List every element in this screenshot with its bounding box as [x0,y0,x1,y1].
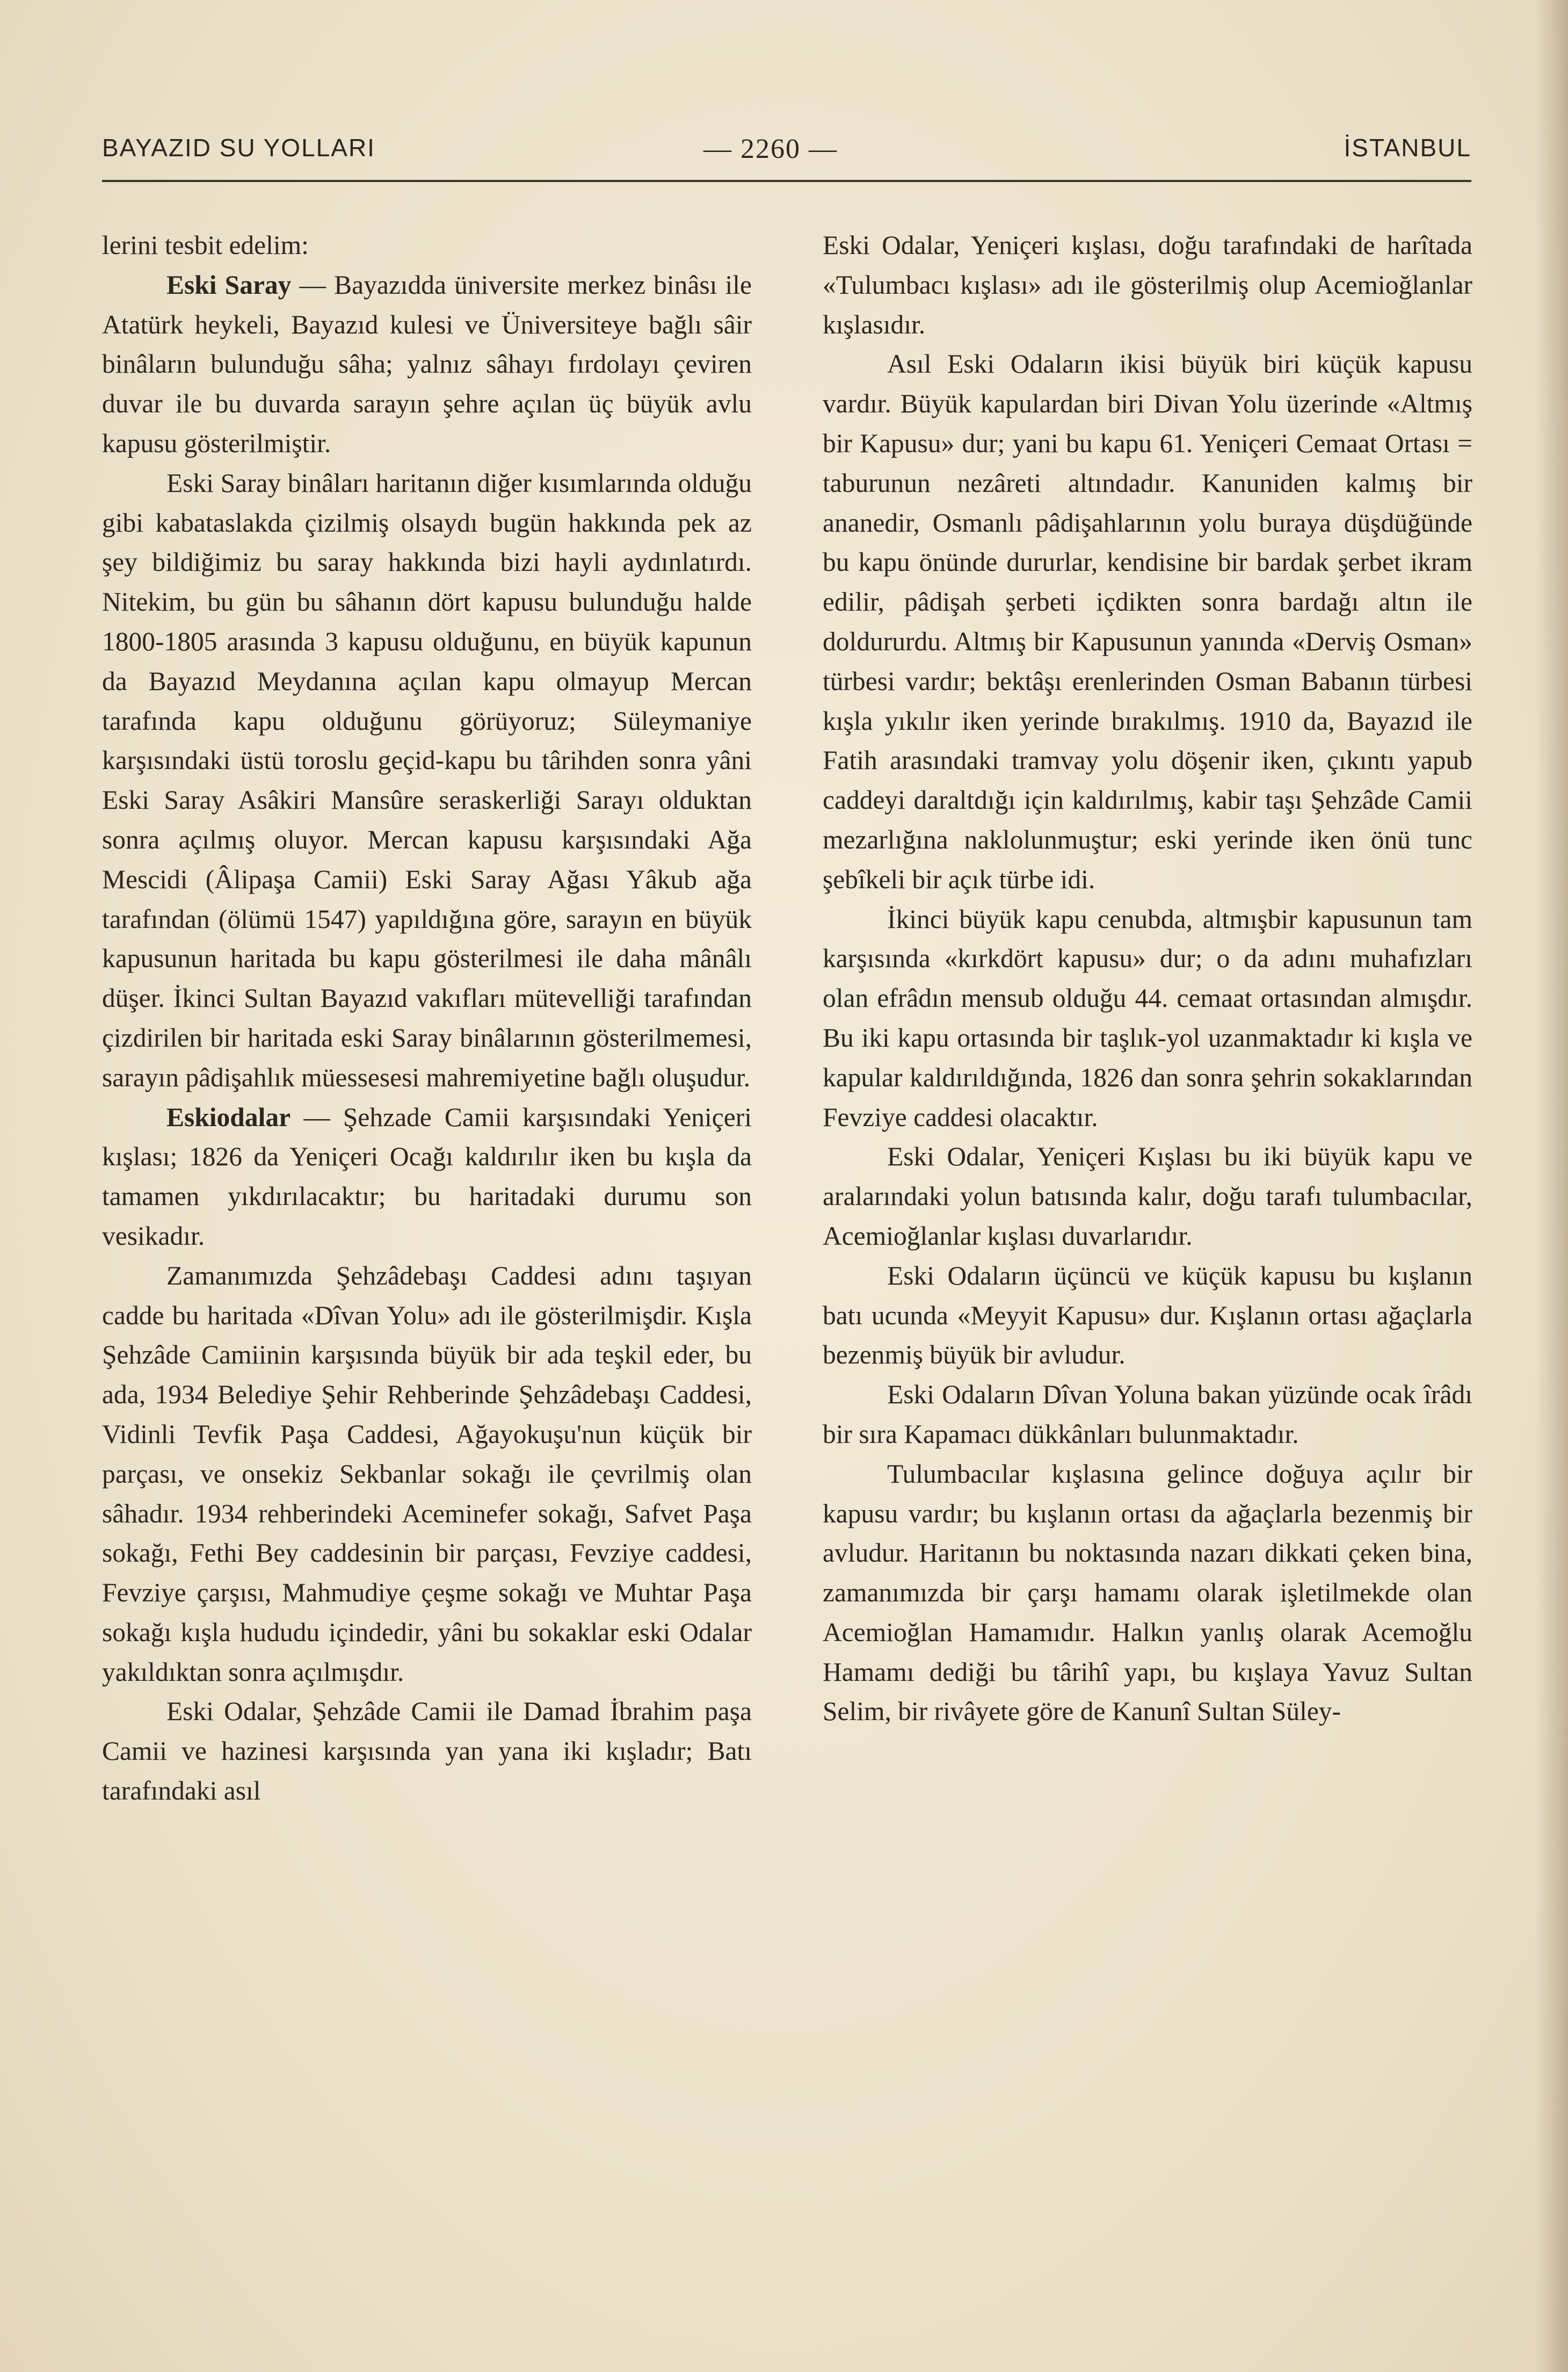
continuation-paragraph [102,226,752,265]
paragraph-text: Eski Odaların üçüncü ve küçük kapusu bu kışlanın batı ucunda «Meyyit Kapusu» dur. Kışlanın ortası ağaçlarla bezenmiş büyük bir avludur. [823,1260,1472,1370]
body-paragraph [823,344,1472,899]
header-rule [102,180,1471,182]
paragraph-text: Eski Odalar, Şehzâde Camii ile Damad İbrahim paşa Camii ve hazinesi karşısında yan yana iki kışladır; Batı tarafındaki asıl [102,1696,752,1806]
paragraph-text: Eski Odaların Dîvan Yoluna bakan yüzünde ocak îrâdı bir sıra Kapamacı dükkânları bulunmaktadır. [823,1380,1472,1449]
paragraph-text: Eski Odalar, Yeniçeri kışlası, doğu tarafındaki de harîtada «Tulumbacı kışlası» adı ile gösterilmiş olup Acemioğlanlar kışlasıdır. [823,230,1472,339]
paragraph-text: Eski Odalar, Yeniçeri Kışlası bu iki büyük kapu ve aralarındaki yolun batısında kalır, doğu tarafı tulumbacılar, Acemioğlanlar kışlası duvarlarıdır. [823,1142,1472,1251]
continuation-paragraph [823,226,1472,344]
body-paragraph [823,1137,1472,1256]
paragraph-text: lerini tesbit edelim: [102,230,309,260]
body-paragraph [823,1375,1472,1454]
left-column [102,226,752,1811]
paragraph-text: — Şehzade Camii karşısındaki Yeniçeri kışlası; 1826 da Yeniçeri Ocağı kaldırılır iken bu kışla da tamamen yıkdırılacaktır; bu haritadaki durumu son vesikadır. [102,1102,752,1251]
body-paragraph [823,900,1472,1137]
right-column [823,226,1472,1731]
body-paragraph [102,1692,752,1810]
entry-paragraph-eski-saray [102,265,752,463]
paragraph-text: Eski Saray binâları haritanın diğer kısımlarında olduğu gibi kabataslakda çizilmiş olsaydı bugün hakkında pek az şey bildiğimiz bu saray hakkında bizi hayli aydınlatırdı. Nitekim, bu gün bu sâhanın dört kapusu bulunduğu halde 1800-1805 arasında 3 kapusu olduğunu, en büyük kapunun da Bayazıd Meydanına açılan kapu olmayup Mercan tarafında kapu olduğunu görüyoruz; Süleymaniye karşısındaki üstü toroslu geçid-kapu bu târihden sonra yâni Eski Saray Asâkiri Mansûre seraskerliği Sarayı olduktan sonra açılmış oluyor. Mercan kapusu karşısındaki Ağa Mescidi (Âlipaşa Camii) Eski Saray Ağası Yâkub ağa tarafından (ölümü 1547) yapıldığına göre, sarayın en büyük kapusunun haritada bu kapu gösterilmesi ile daha mânâlı düşer. İkinci Sultan Bayazıd vakıfları mütevelliği tarafından çizdirilen bir haritada eski Saray binâlarının gösterilmemesi, sarayın pâdişahlık müessesesi mahremiyetine bağlı oluşudur. [102,468,752,1092]
body-paragraph [102,463,752,1098]
paragraph-text: Asıl Eski Odaların ikisi büyük biri küçük kapusu vardır. Büyük kapulardan biri Divan Yolu üzerinde «Altmış bir Kapusu» dur; yani bu kapu 61. Yeniçeri Cemaat Ortası = taburunun nezâreti altındadır. Kanuniden kalmış bir ananedir, Osmanlı pâdişahlarının yolu buraya düşdüğünde bu kapu önünde dururlar, kendisine bir bardak şerbet ikram edilir, pâdişah şerbeti içdikten sonra bardağı altın ile doldururdu. Altmış bir Kapusunun yanında «Derviş Osman» türbesi vardır; bektâşı erenlerinden Osman Babanın türbesi kışla yıkılır iken yerinde bırakılmış. 1910 da, Bayazıd ile Fatih arasındaki tramvay yolu döşenir iken, çıkıntı yapub caddeyi daraltdığı için kaldırılmış, kabir taşı Şehzâde Camii mezarlığına naklolunmuştur; eski yerinde iken önü tunc şebîkeli bir açık türbe idi. [823,349,1472,894]
body-paragraph [102,1256,752,1692]
entry-heading: Eski Saray [166,270,292,300]
paragraph-text: İkinci büyük kapu cenubda, altmışbir kapusunun tam karşısında «kırkdört kapusu» dur; o da adını muhafızları olan efrâdın mensub olduğu 44. cemaat ortasından almışdır. Bu iki kapu ortasında bir taşlık-yol uzanmaktadır ki kışla ve kapular kaldırıldığında, 1826 dan sonra şehrin sokaklarından Fevziye caddesi olacaktır. [823,904,1472,1132]
body-paragraph [823,1454,1472,1732]
body-paragraph [823,1256,1472,1375]
entry-paragraph-eskiodalar [102,1098,752,1256]
entry-heading: Eskiodalar [166,1102,291,1132]
header-section-title: İSTANBUL [1344,134,1471,162]
header-book-title: BAYAZID SU YOLLARI [102,134,375,162]
paragraph-text: — Bayazıdda üniversite merkez binâsı ile Atatürk heykeli, Bayazıd kulesi ve Üniversiteye bağlı sâir binâların bulunduğu sâha; yalnız sâhayı fırdolayı çeviren duvar ile bu duvarda sarayın şehre açılan üç büyük avlu kapusu gösterilmiştir. [102,270,752,458]
paragraph-text: Tulumbacılar kışlasına gelince doğuya açılır bir kapusu vardır; bu kışlanın ortası da ağaçlarla bezenmiş bir avludur. Haritanın bu noktasında nazarı dikkati çeken bina, zamanımızda bir çarşı hamamı olarak işletilmekde olan Acemioğlan Hamamıdır. Halkın yanlış olarak Acemoğlu Hamamı dediği bu târihî yapı, bu kışlaya Yavuz Sultan Selim, bir rivâyete göre de Kanunî Sultan Süley- [823,1459,1472,1727]
paragraph-text: Zamanımızda Şehzâdebaşı Caddesi adını taşıyan cadde bu haritada «Dîvan Yolu» adı ile gösterilmişdir. Kışla Şehzâde Camiinin karşısında büyük bir ada teşkil eder, bu ada, 1934 Belediye Şehir Rehberinde Şehzâdebaşı Caddesi, Vidinli Tevfik Paşa Caddesi, Ağayokuşu'nun küçük bir parçası, ve onsekiz Sekbanlar sokağı ile çevrilmiş olan sâhadır. 1934 rehberindeki Aceminefer sokağı, Safvet Paşa sokağı, Fethi Bey caddesinin bir parçası, Fevziye caddesi, Fevziye çarşısı, Mahmudiye çeşme sokağı ve Muhtar Paşa sokağı kışla hududu içindedir, yâni bu sokaklar eski Odalar yakıldıktan sonra açılmışdır. [102,1260,752,1687]
page-edge-shadow [1536,0,1568,2372]
running-header [102,133,1471,171]
header-page-number: — 2260 — [703,134,838,164]
